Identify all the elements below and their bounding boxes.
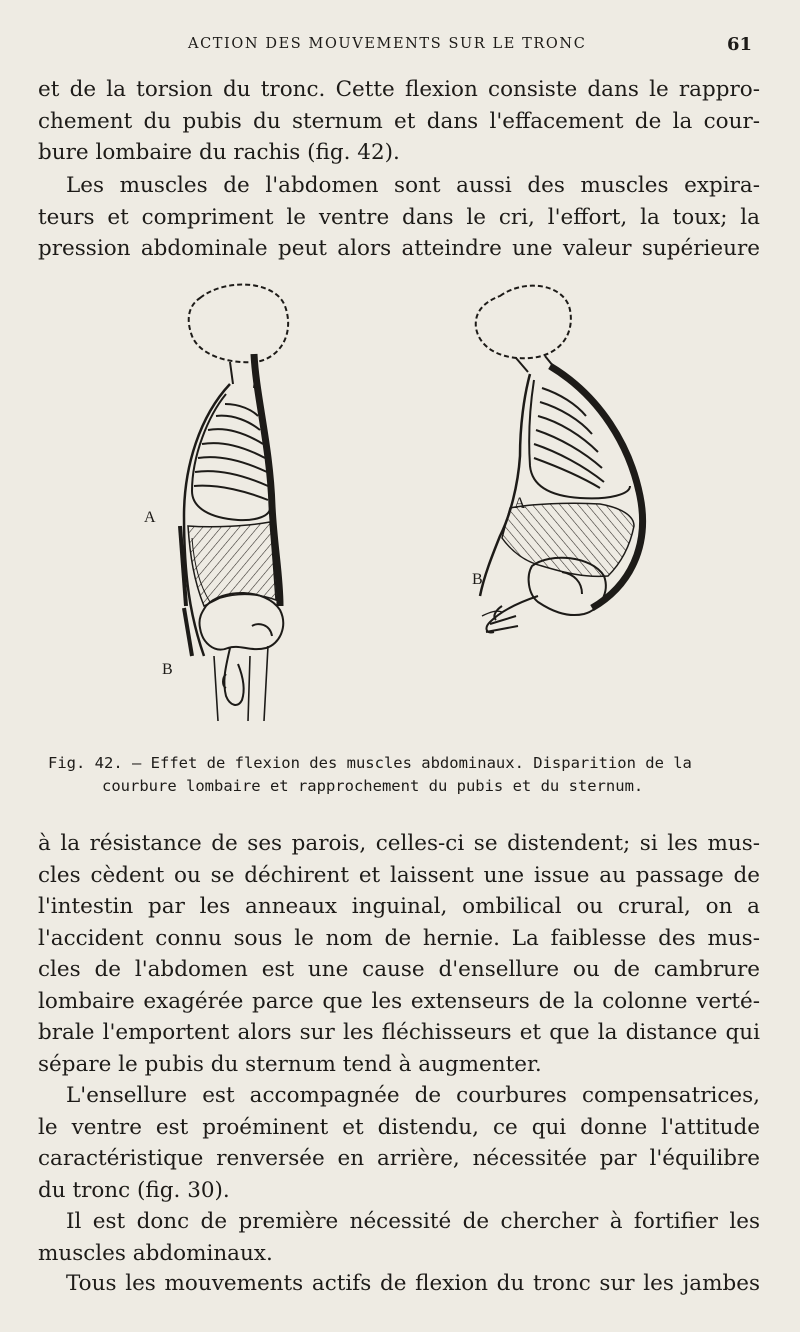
- text-line: du tronc (fig. 30).: [38, 1177, 230, 1203]
- caption-line-2: courbure lombaire et rapprochement du pubis et du sternum.: [102, 777, 644, 795]
- text-line: cles de l'abdomen est une cause d'ensellure ou de cambrure: [38, 957, 760, 982]
- paragraph-4: [38, 1080, 760, 1206]
- text-line: brale l'emportent alors sur les fléchisseurs et que la distance qui: [38, 1020, 760, 1045]
- figure-caption: [48, 752, 760, 798]
- paragraph-1: [38, 74, 760, 169]
- paragraph-6: [38, 1268, 760, 1300]
- text-line: teurs et compriment le ventre dans le cri, l'effort, la toux; la: [38, 204, 760, 230]
- text-line: caractéristique renversée en arrière, nécessitée par l'équilibre: [38, 1146, 760, 1171]
- upright-trunk-drawing: [180, 285, 288, 721]
- text-line: sépare le pubis du sternum tend à augmenter.: [38, 1051, 542, 1077]
- paragraph-2: [38, 170, 760, 265]
- figure-label-right-b: B: [472, 571, 483, 588]
- figure-label-right-a: A: [514, 495, 526, 512]
- text-line: lombaire exagérée parce que les extenseurs de la colonne verté-: [38, 988, 760, 1014]
- paragraph-3: [38, 828, 760, 1080]
- flexed-trunk-drawing: [476, 286, 643, 633]
- text-line: Tous les mouvements actifs de flexion du tronc sur les jambes: [66, 1271, 760, 1296]
- paragraph-5: [38, 1206, 760, 1269]
- page-number: 61: [727, 34, 753, 55]
- caption-line-1: Fig. 42. — Effet de flexion des muscles abdominaux. Disparition de la: [48, 754, 692, 772]
- text-line: muscles abdominaux.: [38, 1240, 273, 1266]
- text-line: Il est donc de première nécessité de chercher à fortifier les: [66, 1209, 760, 1234]
- text-line: à la résistance de ses parois, celles-ci se distendent; si les mus-: [38, 831, 760, 856]
- text-line: pression abdominale peut alors atteindre une valeur supérieure: [38, 236, 760, 261]
- text-line: l'intestin par les anneaux inguinal, ombilical ou crural, on a: [38, 894, 760, 919]
- text-line: le ventre est proéminent et distendu, ce qui donne l'attitude: [38, 1114, 760, 1140]
- running-head: [0, 36, 800, 58]
- text-line: Les muscles de l'abdomen sont aussi des muscles expira-: [66, 173, 760, 198]
- figure-label-left-b: B: [162, 661, 173, 678]
- figure-42-illustration: [130, 276, 690, 736]
- running-title: ACTION DES MOUVEMENTS SUR LE TRONC: [188, 36, 587, 52]
- text-line: chement du pubis du sternum et dans l'effacement de la cour-: [38, 108, 760, 134]
- text-line: et de la torsion du tronc. Cette flexion consiste dans le rappro-: [38, 77, 760, 102]
- text-line: l'accident connu sous le nom de hernie. La faiblesse des mus-: [38, 925, 760, 951]
- text-line: L'ensellure est accompagnée de courbures compensatrices,: [66, 1083, 760, 1108]
- figure-42: [130, 276, 690, 736]
- text-line: cles cèdent ou se déchirent et laissent une issue au passage de: [38, 862, 760, 888]
- text-line: bure lombaire du rachis (fig. 42).: [38, 140, 400, 165]
- figure-label-left-a: A: [144, 509, 156, 526]
